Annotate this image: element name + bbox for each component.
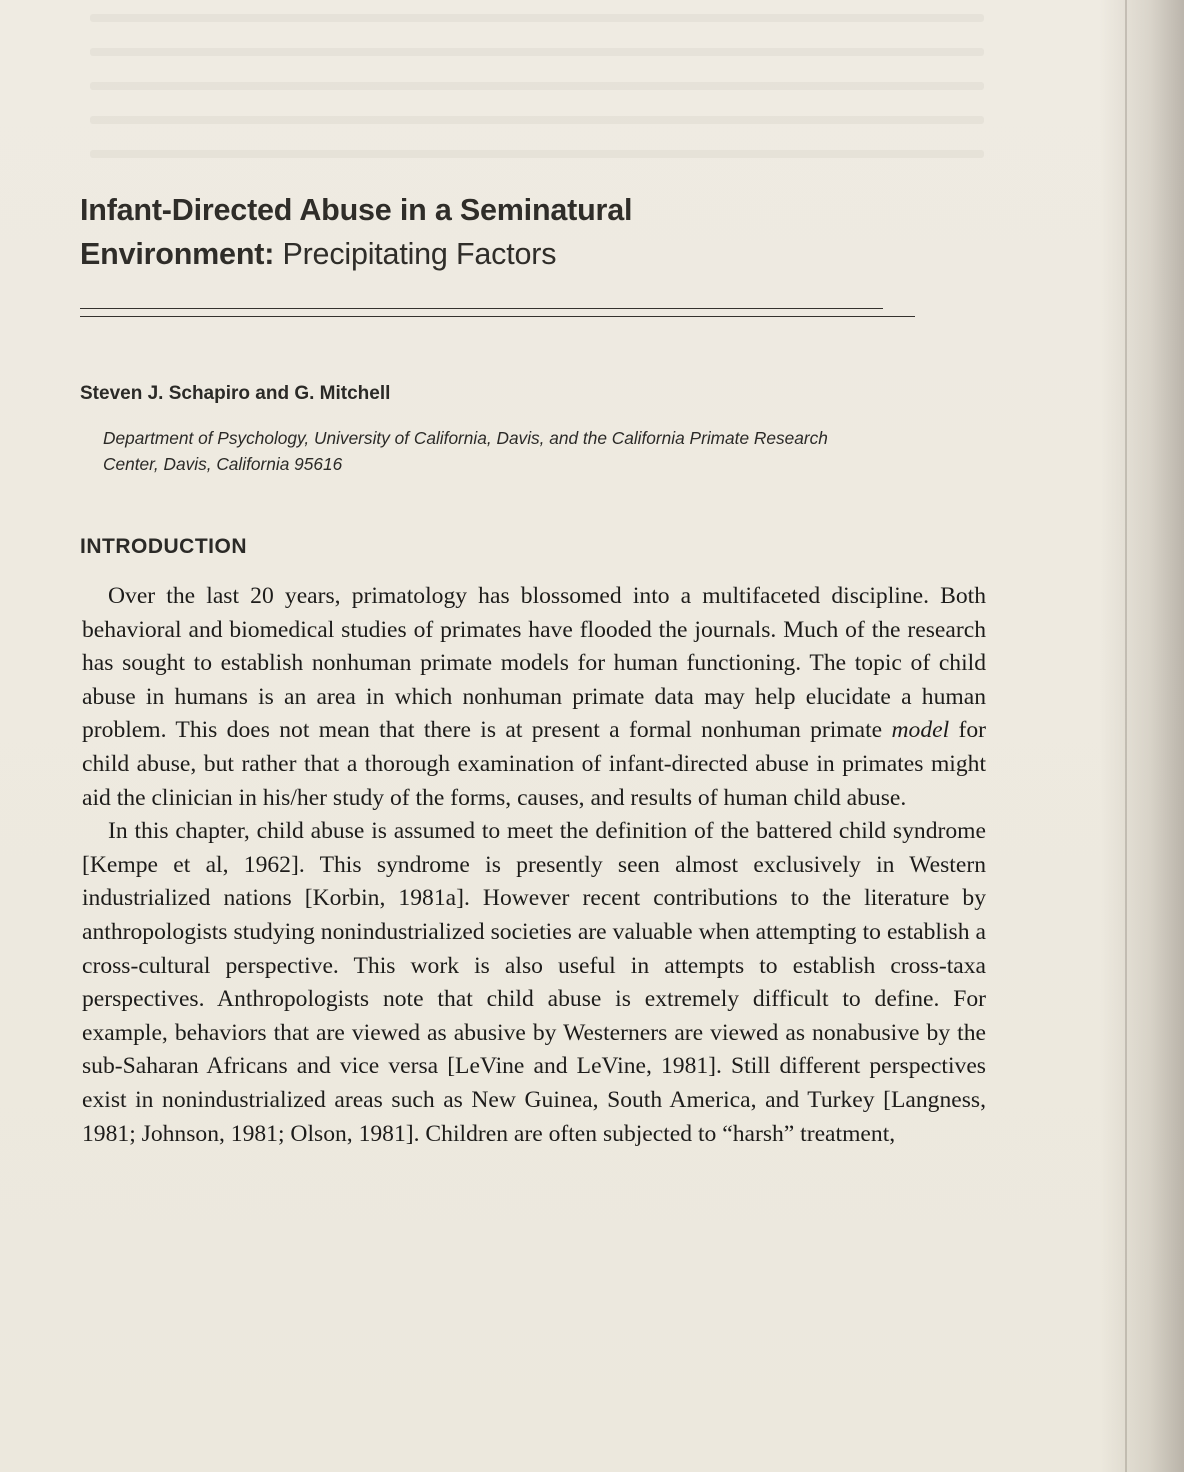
chapter-title-line2-bold: Environment: (80, 237, 275, 271)
paragraph-1 (82, 580, 986, 815)
show-through-line (90, 116, 984, 124)
title-rule-top (80, 308, 883, 309)
affiliation-line1: Department of Psychology, University of California, Davis, and the California Primate Research (103, 428, 828, 448)
affiliation (80, 425, 1000, 477)
chapter-title-line1: Infant-Directed Abuse in a Seminatural (80, 193, 633, 227)
paragraph-2: In this chapter, child abuse is assumed to meet the definition of the battered child syndrome [Kempe et al, 1962]. This syndrome is presently seen almost exclusively in Western industrialized nations [Korbin, 1981a]. However recent contributions to the literature by anthropologists studying nonindustrialized societies are valuable when attempting to establish a cross-cultural perspective. This work is also useful in attempts to establish cross-taxa perspectives. Anthropologists note that child abuse is extremely difficult to define. For example, behaviors that are viewed as abusive by Westerners are viewed as nonabusive by the sub-Saharan Africans and vice versa [LeVine and LeVine, 1981]. Still different perspectives exist in nonindustrialized areas such as New Guinea, South America, and Turkey [Langness, 1981; Johnson, 1981; Olson, 1981]. Children are often subjected to “harsh” treatment, (82, 818, 986, 1147)
page-gutter (1125, 0, 1127, 1472)
show-through-line (90, 150, 984, 158)
paragraph-1-part-b: for child abuse, but rather that a thorough examination of infant-directed abuse in primates might aid the clinician in his/her study of the forms, causes, and results of human child abuse. (82, 717, 986, 811)
show-through-line (90, 82, 984, 90)
show-through-line (90, 14, 984, 22)
body-text (82, 580, 986, 1151)
chapter-subtitle: Precipitating Factors (282, 237, 557, 271)
chapter-title (80, 188, 632, 276)
authors: Steven J. Schapiro and G. Mitchell (80, 383, 391, 404)
show-through-line (90, 48, 984, 56)
paragraph-1-emphasis: model (891, 717, 950, 744)
section-heading: INTRODUCTION (80, 535, 247, 558)
paragraph-1-part-a: Over the last 20 years, primatology has blossomed into a multifaceted discipline. Both behavioral and biomedical studies of primates have flooded the journals. Much of the research has sought to establish nonhuman primate models for human functioning. The topic of child abuse in humans is an area in which nonhuman primate data may help elucidate a human problem. This does not mean that there is at present a formal nonhuman primate (82, 583, 986, 744)
title-rule-bottom (80, 316, 915, 317)
affiliation-line2: Center, Davis, California 95616 (103, 454, 343, 474)
